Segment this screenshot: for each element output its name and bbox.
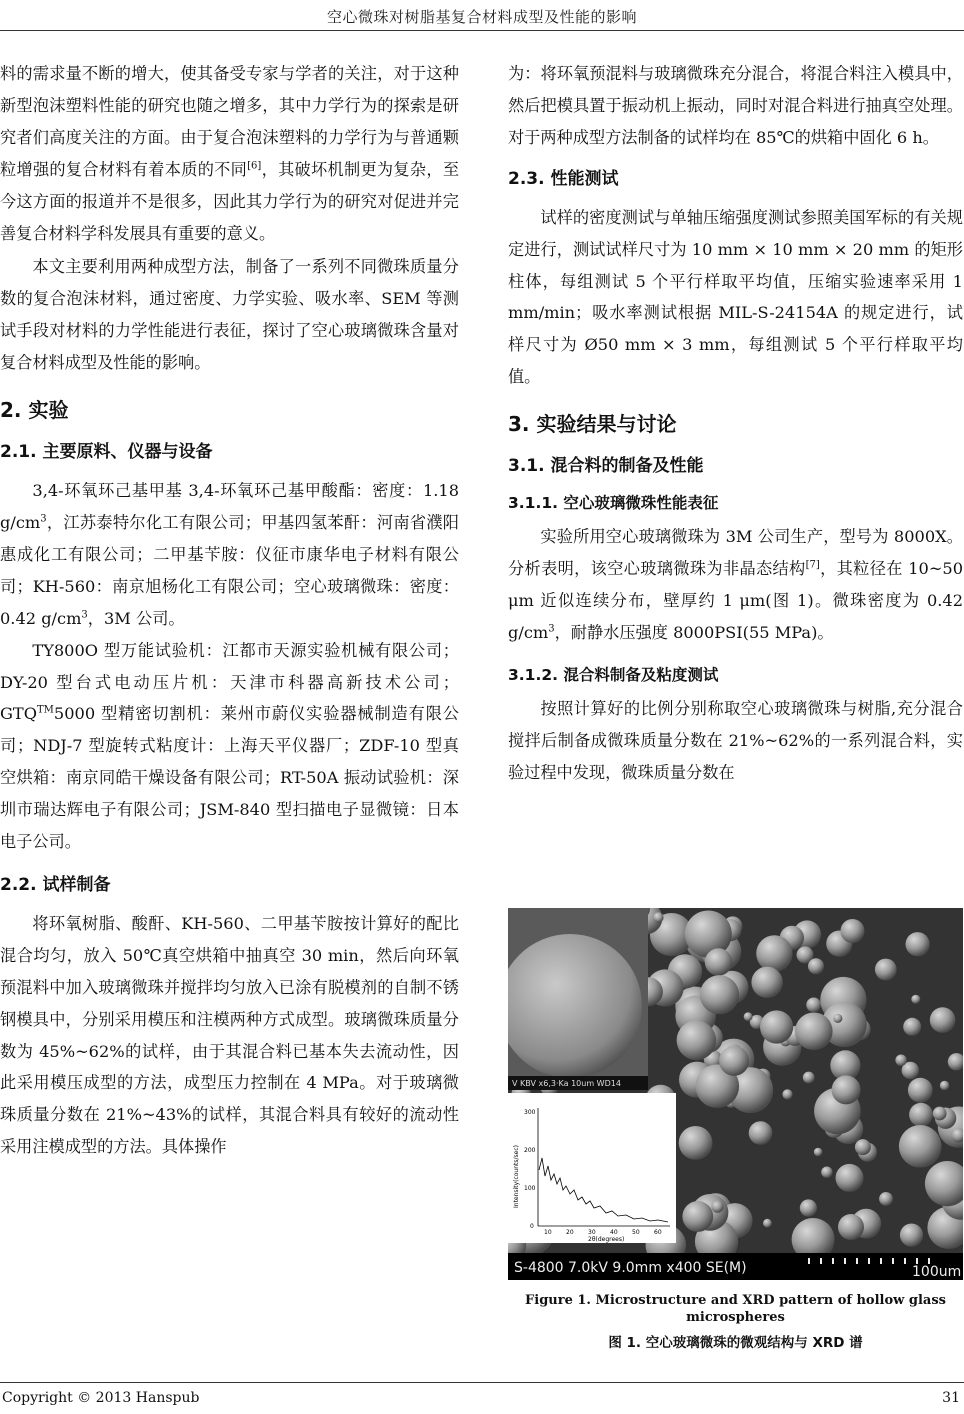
microsphere bbox=[814, 1148, 823, 1157]
microsphere bbox=[677, 1021, 717, 1061]
x-tick: 40 bbox=[610, 1229, 618, 1236]
microsphere bbox=[832, 1075, 861, 1104]
microsphere bbox=[795, 1013, 833, 1051]
microsphere bbox=[800, 1199, 817, 1216]
microsphere bbox=[749, 1121, 773, 1145]
section-heading-3-1-1: 3.1.1. 空心玻璃微珠性能表征 bbox=[508, 494, 719, 513]
y-tick: 300 bbox=[524, 1109, 536, 1116]
microsphere bbox=[700, 975, 739, 1014]
paragraph: 试样的密度测试与单轴压缩强度测试参照美国军标的有关规定进行，测试试样尺寸为 10 mm × 10 mm × 20 mm 的矩形柱体，每组测试 5 个平行样取平均值，压缩实验速率采用 1 mm/min；吸水率测试根据 MIL-S-24154A 的规定进行，试样尺寸为 Ø50 mm × 3 mm，每组测试 5 个平行样取平均值。 bbox=[508, 207, 963, 387]
xrd-inset bbox=[508, 1093, 676, 1243]
microsphere bbox=[879, 1192, 893, 1206]
footer-rule bbox=[0, 1382, 964, 1383]
section-heading-3-1-2: 3.1.2. 混合料制备及粘度测试 bbox=[508, 665, 719, 684]
microsphere bbox=[821, 1167, 832, 1178]
inset-footer: V KBV x6,3·Ka 10um WD14 bbox=[512, 1079, 621, 1088]
microsphere bbox=[705, 948, 732, 975]
microsphere bbox=[930, 1007, 956, 1033]
sem-info-bar: S-4800 7.0kV 9.0mm x400 SE(M) bbox=[514, 1260, 747, 1276]
figure-caption-chinese: 图 1. 空心玻璃微珠的微观结构与 XRD 谱 bbox=[608, 1335, 863, 1351]
sem-micrograph-figure bbox=[508, 908, 963, 1280]
microsphere bbox=[836, 1164, 864, 1192]
y-tick: 0 bbox=[530, 1223, 534, 1230]
y-tick: 200 bbox=[524, 1147, 536, 1154]
microsphere bbox=[895, 1055, 906, 1066]
microsphere bbox=[763, 1219, 772, 1228]
microsphere bbox=[833, 1014, 842, 1023]
microsphere bbox=[903, 1018, 921, 1036]
scale-bar-label: 100um bbox=[912, 1264, 962, 1280]
microsphere bbox=[911, 995, 920, 1004]
paragraph: 本文主要利用两种成型方法，制备了一系列不同微珠质量分数的复合泡沫材料，通过密度、力学实验、吸水率、SEM 等测试手段对材料的力学性能进行表征，探讨了空心玻璃微珠含量对复合材料成型及性能的影响。 bbox=[0, 257, 459, 373]
microsphere bbox=[653, 912, 663, 922]
y-axis-label: Intensity(counts/sec) bbox=[513, 1145, 520, 1208]
right-column bbox=[508, 58, 963, 789]
microsphere bbox=[899, 1125, 942, 1168]
section-heading-3-1: 3.1. 混合料的制备及性能 bbox=[508, 456, 704, 477]
page-number: 31 bbox=[942, 1390, 960, 1406]
microsphere bbox=[906, 932, 930, 956]
paragraph: 按照计算好的比例分别称取空心玻璃微珠与树脂,充分混合搅拌后制备成微珠质量分数在 21%~62%的一系列混合料，实验过程中发现，微珠质量分数在 bbox=[508, 698, 963, 782]
microsphere bbox=[940, 1081, 949, 1090]
microsphere bbox=[838, 1214, 864, 1240]
paragraph: 实验所用空心玻璃微珠为 3M 公司生产，型号为 8000X。分析表明，该空心玻璃微珠为非晶态结构[7]，其粒径在 10~50 μm 近似连续分布，壁厚约 1 μm(图 1)。微珠密度为 0.42 $g/cm^3$，耐静水压强度 8000PSI(55 MPa)。 bbox=[508, 527, 964, 642]
x-tick: 50 bbox=[632, 1229, 640, 1236]
microsphere bbox=[855, 1139, 871, 1155]
section-heading-2: 2. 实验 bbox=[0, 398, 69, 423]
microsphere bbox=[900, 1224, 923, 1247]
microsphere bbox=[682, 1201, 713, 1232]
microsphere bbox=[782, 1089, 792, 1099]
x-tick: 10 bbox=[544, 1229, 552, 1236]
microsphere bbox=[803, 1072, 815, 1084]
y-tick: 100 bbox=[524, 1185, 536, 1192]
section-heading-2-1: 2.1. 主要原料、仪器与设备 bbox=[0, 442, 213, 463]
citation: [6] bbox=[247, 160, 262, 172]
paragraph: 为：将环氧预混料与玻璃微珠充分混合，将混合料注入模具中，然后把模具置于振动机上振动，同时对混合料进行抽真空处理。对于两种成型方法制备的试样均在 85℃的烘箱中固化 6 h。 bbox=[508, 64, 963, 147]
microsphere bbox=[719, 1046, 749, 1076]
microsphere bbox=[875, 959, 897, 981]
microsphere bbox=[808, 958, 824, 974]
paragraph: 将环氧树脂、酸酐、KH-560、二甲基苄胺按计算好的配比混合均匀，放入 50℃真空烘箱中抽真空 30 min，然后向环氧预混料中加入玻璃微珠并搅拌均匀放入已涂有脱模剂的自制不锈钢模具中，分别采用模压和注模两种方式成型。玻璃微珠质量分数为 45%~62%的试样，由于其混合料已基本失去流动性，因此采用模压成型的方法，成型压力控制在 4 MPa。对于玻璃微珠质量分数在 21%~43%的试样，其混合料具有较好的流动性采用注模成型的方法。具体操作 bbox=[0, 913, 459, 1157]
microsphere bbox=[806, 998, 821, 1013]
microsphere bbox=[933, 1107, 947, 1121]
x-tick: 60 bbox=[654, 1229, 662, 1236]
microsphere bbox=[751, 967, 782, 998]
paragraph: TY800O 型万能试验机：江都市天源实验机械有限公司；DY-20 型台式电动压片机：天津市科器高新技术公司；GTQ™5000 型精密切割机：莱州市蔚仪实验器械制造有限公司；NDJ-7 型旋转式粘度计：上海天平仪器厂；ZDF-10 型真空烘箱：南京同皓干燥设备有限公司；RT-50A 振动试验机：深圳市瑞达辉电子有限公司；JSM-840 型扫描电子显微镜：日本电子公司。 bbox=[0, 640, 459, 852]
microsphere bbox=[760, 1010, 793, 1043]
microsphere bbox=[679, 1126, 713, 1160]
header-rule bbox=[0, 30, 964, 31]
microsphere bbox=[711, 1201, 723, 1213]
running-title: 空心微珠对树脂基复合材料成型及性能的影响 bbox=[326, 8, 637, 26]
x-tick: 30 bbox=[588, 1229, 596, 1236]
microsphere bbox=[756, 935, 792, 971]
microsphere bbox=[909, 1103, 933, 1127]
paragraph: 料的需求量不断的增大，使其备受专家与学者的关注，对于这种新型泡沫塑料性能的研究也随之增多，其中力学行为的探索是研究者们高度关注的方面。由于复合泡沫塑料的力学行为与普通颗粒增强的复合材料有着本质的不同[6]，其破坏机制更为复杂，至今这方面的报道并不是很多，因此其力学行为的研究对促进并完善复合材料学科发展具有重要的意义。 bbox=[0, 64, 460, 243]
section-heading-2-2: 2.2. 试样制备 bbox=[0, 874, 111, 895]
paragraph: 3,4-环氧环己基甲基 3,4-环氧环己基甲酸酯：密度：1.18 $g/cm^3$，江苏泰特尔化工有限公司；甲基四氢苯酐：河南省濮阳惠成化工有限公司；二甲基苄胺：仪征市康华电子材料有限公司；KH-560：南京旭杨化工有限公司；空心玻璃微珠：密度：0.42 $g/cm^3$，3M 公司。 bbox=[0, 481, 459, 628]
figure-caption-english: Figure 1. Microstructure and XRD pattern of hollow glass microspheres bbox=[525, 1293, 946, 1325]
copyright: Copyright © 2013 Hanspub bbox=[2, 1390, 200, 1406]
microsphere bbox=[908, 1078, 933, 1103]
microsphere bbox=[744, 1012, 753, 1021]
microsphere bbox=[841, 919, 865, 943]
section-heading-3: 3. 实验结果与讨论 bbox=[508, 412, 677, 437]
left-column bbox=[0, 58, 459, 1163]
x-axis-label: 2θ(degrees) bbox=[588, 1236, 625, 1243]
sphere-inset bbox=[508, 908, 648, 1090]
section-heading-2-3: 2.3. 性能测试 bbox=[508, 168, 619, 189]
x-tick: 20 bbox=[566, 1229, 574, 1236]
